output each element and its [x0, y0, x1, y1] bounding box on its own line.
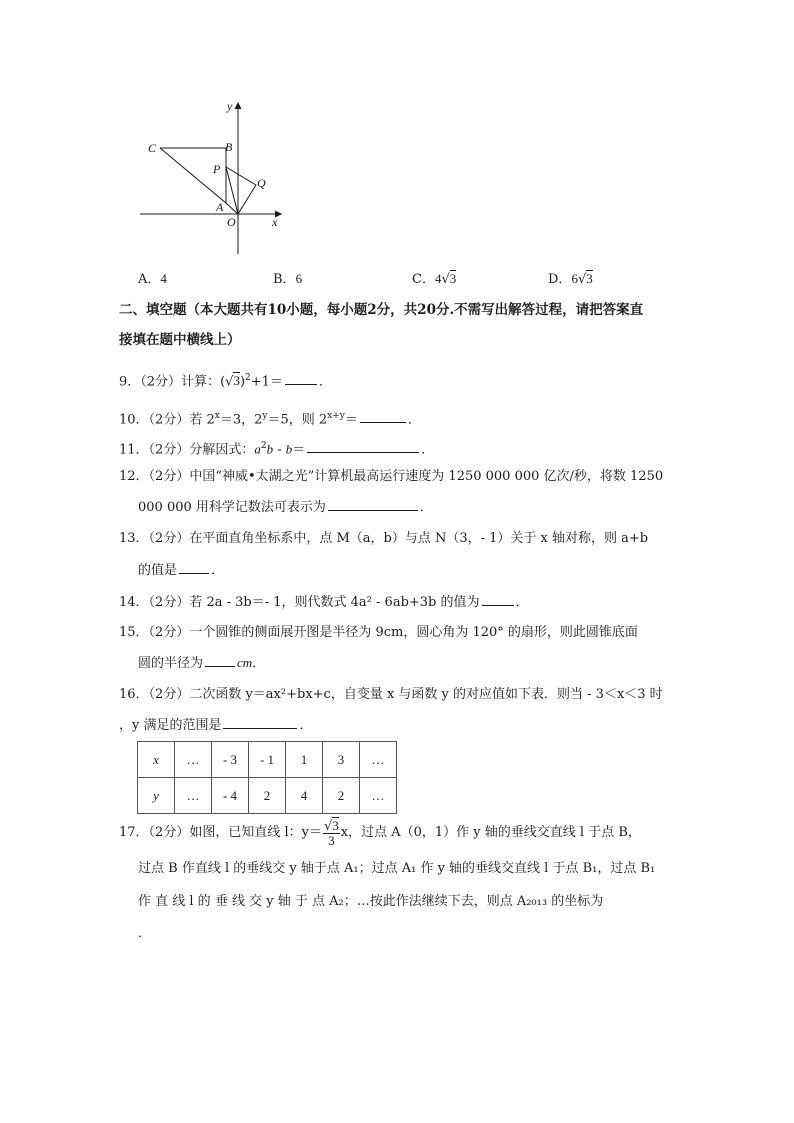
question-score: （2分） — [148, 687, 190, 702]
answer-blank[interactable] — [360, 410, 406, 423]
question-number: 15． — [119, 625, 149, 640]
choice-letter: A． — [138, 272, 161, 287]
question-number: 12． — [119, 469, 149, 484]
answer-blank[interactable] — [205, 654, 235, 667]
paren-close: ) — [239, 374, 246, 390]
table-cell: 2 — [323, 778, 360, 814]
question-text: 在平面直角坐标系中，点 M（a，b）与点 N（3，- 1）关于 x 轴对称，则 a+b — [189, 531, 649, 546]
table-cell: … — [360, 742, 397, 778]
question-11 — [119, 437, 679, 459]
answer-blank[interactable] — [307, 440, 419, 453]
table-cell: - 1 — [249, 742, 286, 778]
question-end: ． — [318, 374, 332, 390]
variable: b — [285, 441, 293, 457]
question-score: （2分） — [148, 442, 190, 458]
choice-a[interactable] — [138, 268, 167, 287]
question-12-cont — [138, 498, 433, 517]
value-table — [137, 741, 397, 814]
question-12 — [119, 468, 679, 486]
fraction — [323, 819, 340, 847]
question-end: ． — [407, 412, 421, 428]
question-number: 10． — [119, 412, 149, 428]
unit: cm — [237, 655, 253, 670]
table-cell: - 3 — [212, 742, 249, 778]
question-score: （2分） — [148, 595, 190, 610]
question-text-tail: +1＝ — [250, 374, 283, 390]
answer-blank[interactable] — [482, 593, 514, 606]
label-b: B — [225, 140, 233, 154]
question-16 — [119, 686, 679, 704]
question-17-line2 — [138, 860, 655, 878]
question-text: 若 2a - 3b＝- 1，则代数式 4a² - 6ab+3b 的值为 — [189, 595, 480, 610]
question-end: ． — [299, 718, 313, 733]
label-y: y — [227, 99, 233, 113]
choice-letter: D． — [548, 272, 572, 287]
question-17-line4 — [138, 925, 151, 943]
question-13 — [119, 530, 679, 548]
question-text: 000 000 用科学记数法可表示为 — [138, 500, 326, 515]
question-end: ． — [419, 500, 433, 515]
question-10 — [119, 407, 679, 429]
question-text: 一个圆锥的侧面展开图是半径为 9cm，圆心角为 120° 的扇形，则此圆锥底面 — [189, 625, 638, 640]
table-cell: 3 — [323, 742, 360, 778]
answer-blank[interactable] — [179, 561, 209, 574]
exponent: y — [262, 411, 268, 421]
question-score: （2分） — [148, 625, 190, 640]
answer-blank[interactable] — [223, 716, 297, 729]
choice-letter: B． — [273, 272, 296, 287]
exponent: 2 — [245, 373, 251, 383]
label-o: O — [227, 215, 236, 229]
choice-value: 6 — [295, 271, 303, 286]
question-score: （2分） — [148, 825, 190, 840]
question-text: ，y 满足的范围是 — [119, 718, 222, 733]
question-end: ． — [211, 563, 225, 578]
paren-open: ( — [220, 374, 226, 390]
question-text-tail: ＝ — [344, 412, 358, 428]
question-text: ＝3，2 — [219, 412, 263, 428]
table-row — [138, 778, 397, 814]
question-9 — [119, 369, 679, 391]
table-cell: … — [175, 742, 212, 778]
question-text: 中国“神威•太湖之光”计算机最高运行速度为 1250 000 000 亿次/秒，将数 1250 — [189, 469, 664, 484]
radicand: 3 — [332, 817, 339, 833]
question-text: 的值是 — [138, 563, 178, 578]
choice-b[interactable] — [273, 268, 302, 287]
question-score: （2分） — [148, 412, 190, 428]
question-score: （2分） — [140, 374, 182, 390]
question-15 — [119, 624, 679, 642]
question-text: 若 2 — [189, 412, 215, 428]
exponent: 2 — [260, 441, 267, 451]
choice-c[interactable] — [412, 268, 456, 287]
label-x: x — [272, 215, 278, 229]
answer-choices — [0, 268, 794, 288]
question-number: 11． — [119, 442, 149, 458]
figure-svg — [130, 98, 300, 260]
equals: ＝ — [292, 442, 306, 458]
question-number: 13． — [119, 531, 149, 546]
label-p: P — [213, 162, 221, 176]
table-cell: - 4 — [212, 778, 249, 814]
question-text: 过点 B 作直线 l 的垂线交 y 轴于点 A₁；过点 A₁ 作 y 轴的垂线交直线 l 于点 B₁，过点 B₁ — [138, 861, 656, 876]
table-cell: 1 — [286, 742, 323, 778]
table-cell: x — [138, 742, 175, 778]
denominator: 3 — [328, 832, 335, 848]
question-number: 9． — [119, 374, 141, 390]
question-text: 分解因式： — [189, 442, 255, 458]
radical-icon: √ — [323, 818, 333, 834]
question-17 — [119, 818, 679, 848]
section-heading-line2: 接填在题中横线上） — [119, 332, 241, 348]
question-text: 作 直 线 l 的 垂 线 交 y 轴 于 点 A₂；…按此作法继续下去，则点 A₂₀₁₃ 的坐标为 — [138, 894, 604, 909]
label-c: C — [148, 141, 157, 155]
table-cell: 2 — [249, 778, 286, 814]
choice-value: 6 — [571, 271, 578, 286]
answer-blank[interactable] — [328, 498, 418, 511]
operator: - — [273, 442, 286, 458]
choice-d[interactable] — [548, 268, 593, 287]
question-text: 二次函数 y＝ax²+bx+c，自变量 x 与函数 y 的对应值如下表．则当 - 3＜x＜3 时 — [189, 687, 663, 702]
question-end: ． — [421, 442, 435, 458]
radicand: 3 — [233, 373, 240, 389]
geometry-figure — [130, 98, 300, 260]
question-text: x，过点 A（0，1）作 y 轴的垂线交直线 l 于点 B， — [340, 825, 641, 840]
radicand: 3 — [586, 271, 593, 286]
question-number: 16． — [119, 687, 149, 702]
question-14 — [119, 593, 679, 612]
question-number: 14． — [119, 595, 149, 610]
table-cell: 4 — [286, 778, 323, 814]
table-cell: y — [138, 778, 175, 814]
variable: b — [266, 441, 274, 457]
question-text: 计算： — [181, 374, 221, 390]
question-text: 如图，已知直线 l：y＝ — [189, 825, 322, 840]
question-13-cont — [138, 561, 224, 580]
question-score: （2分） — [148, 531, 190, 546]
question-number: 17． — [119, 825, 149, 840]
question-15-cont — [138, 654, 265, 673]
question-end: ． — [138, 926, 152, 941]
table-cell: … — [360, 778, 397, 814]
answer-blank[interactable] — [285, 372, 317, 385]
question-end: ． — [515, 595, 529, 610]
question-text: 圆的半径为 — [138, 656, 204, 671]
label-a: A — [216, 200, 224, 214]
question-text: ＝5，则 2 — [267, 412, 328, 428]
section-heading — [119, 295, 679, 355]
exponent: x — [214, 411, 220, 421]
label-q: Q — [257, 176, 266, 190]
y-axis-arrow — [235, 102, 242, 109]
variable: a — [254, 441, 261, 457]
question-17-line3 — [138, 893, 603, 911]
choice-value: 4 — [434, 271, 442, 286]
question-16-cont — [119, 716, 679, 735]
table-row — [138, 742, 397, 778]
question-end: ． — [252, 656, 266, 671]
radical-icon: √ — [577, 272, 587, 287]
choice-value: 4 — [160, 271, 167, 286]
question-score: （2分） — [148, 469, 190, 484]
section-heading-line1: 二、填空题（本大题共有10小题，每小题2分，共20分.不需写出解答过程，请把答案直 — [119, 302, 644, 318]
exponent: x+y — [327, 411, 345, 421]
radical-icon: √ — [441, 272, 450, 287]
radical-icon: √ — [225, 374, 234, 390]
choice-letter: C． — [412, 272, 435, 287]
table-cell: … — [175, 778, 212, 814]
radicand: 3 — [449, 271, 457, 286]
